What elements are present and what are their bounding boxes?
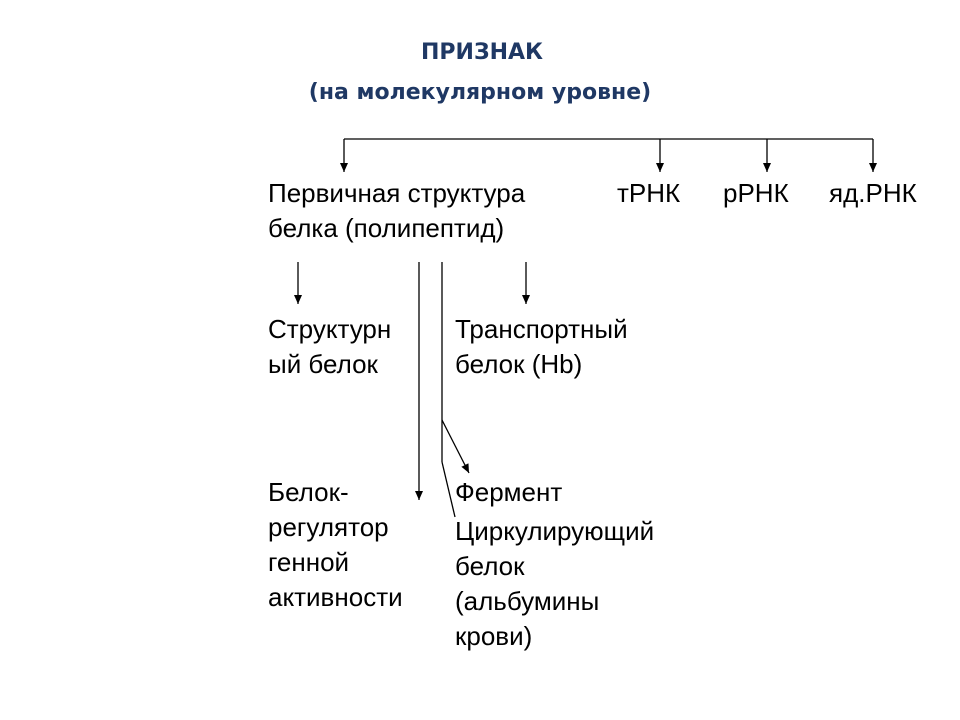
node-primary-structure-line2: белка (полипептид)	[268, 213, 505, 243]
node-regulator-protein-line2: регулятор	[268, 512, 389, 542]
node-regulator-protein-line1: Белок-	[268, 477, 349, 507]
arrow-to-enzyme	[442, 420, 469, 473]
node-primary-structure-line1: Первичная структура	[268, 178, 526, 208]
node-circulating-protein-line3: (альбумины	[455, 586, 600, 616]
node-regulator-protein-line3: генной	[268, 547, 350, 577]
node-circulating-protein-line1: Циркулирующий	[455, 516, 655, 546]
node-structural-protein	[268, 312, 391, 382]
node-trna: тРНК	[617, 178, 681, 208]
node-structural-protein-line1: Структурн	[268, 314, 392, 344]
node-transport-protein-line1: Транспортный	[455, 314, 628, 344]
node-regulator-protein	[268, 475, 403, 615]
node-circulating-protein-line2: белок	[455, 551, 525, 581]
node-nuclear-rna: яд.РНК	[829, 178, 917, 208]
node-rrna: рРНК	[723, 178, 789, 208]
node-structural-protein-line2: ый белок	[268, 349, 378, 379]
node-enzyme: Фермент	[455, 477, 563, 507]
node-transport-protein-line2: белок (Hb)	[455, 349, 583, 379]
node-circulating-protein-line4: крови)	[455, 621, 533, 651]
node-circulating-protein	[455, 514, 654, 654]
arrow-to-circulating-protein	[442, 462, 455, 517]
node-primary-structure	[268, 176, 525, 246]
diagram-title: ПРИЗНАК	[421, 40, 543, 65]
node-regulator-protein-line4: активности	[268, 582, 403, 612]
node-transport-protein	[455, 312, 628, 382]
diagram-subtitle: (на молекулярном уровне)	[308, 80, 652, 105]
